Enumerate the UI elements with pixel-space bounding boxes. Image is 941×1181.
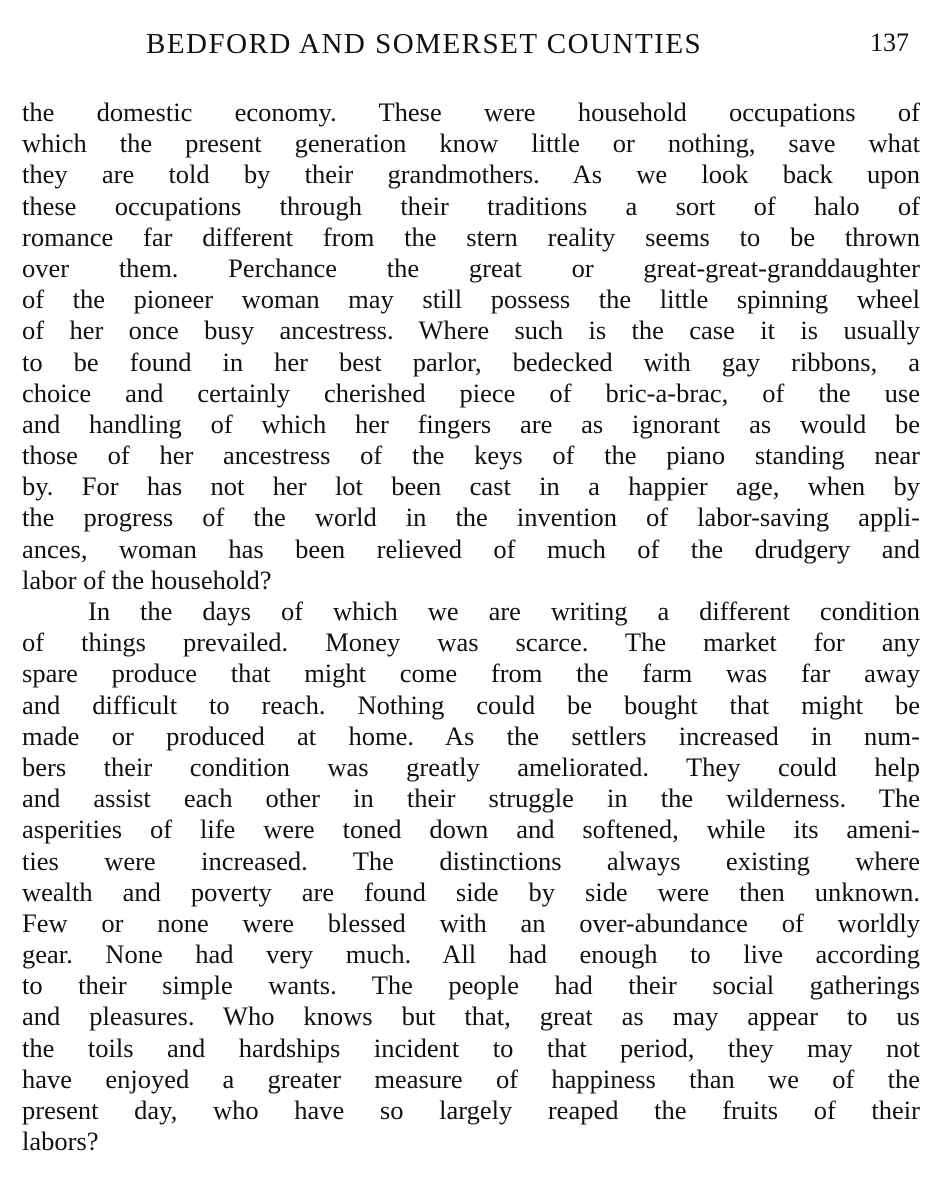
text-line: present day, who have so largely reaped the fruits of their xyxy=(22,1095,920,1125)
text-line: of the pioneer woman may still possess the little spinning wheel xyxy=(22,284,920,315)
text-line: Few or none were blessed with an over-abundance of worldly xyxy=(22,907,920,938)
text-line: over them. Perchance the great or great-great-granddaughter xyxy=(22,252,920,283)
text-line: of things prevailed. Money was scarce. The market for any xyxy=(22,627,920,658)
text-line: and difficult to reach. Nothing could be bought that might be xyxy=(22,689,920,720)
text-line: In the days of which we are writing a different condition xyxy=(88,596,920,626)
text-line: labor of the household? xyxy=(22,564,272,595)
text-line: the progress of the world in the invention of labor-saving appli- xyxy=(22,502,920,533)
text-line: and pleasures. Who knows but that, great as may appear to us xyxy=(22,1001,920,1032)
text-line: spare produce that might come from the farm was far away xyxy=(22,658,920,689)
body-text xyxy=(22,97,920,1157)
text-line: they are told by their grandmothers. As we look back upon xyxy=(22,159,920,190)
text-line: made or produced at home. As the settlers increased in num- xyxy=(22,720,920,751)
text-line: choice and certainly cherished piece of bric-a-brac, of the use xyxy=(22,377,920,408)
text-line: to be found in her best parlor, bedecked with gay ribbons, a xyxy=(22,346,920,377)
text-line: these occupations through their traditions a sort of halo of xyxy=(22,190,920,221)
page-number: 137 xyxy=(870,28,909,57)
text-line: the toils and hardships incident to that period, they may not xyxy=(22,1032,920,1063)
text-line: and handling of which her fingers are as ignorant as would be xyxy=(22,408,920,439)
text-line: asperities of life were toned down and softened, while its ameni- xyxy=(22,814,920,845)
text-line: which the present generation know little or nothing, save what xyxy=(22,128,920,159)
text-line: to their simple wants. The people had their social gatherings xyxy=(22,970,920,1001)
text-line: those of her ancestress of the keys of the piano standing near xyxy=(22,440,920,471)
running-title: BEDFORD AND SOMERSET COUNTIES xyxy=(146,28,703,60)
running-header xyxy=(0,28,941,68)
text-line: of her once busy ancestress. Where such is the case it is usually xyxy=(22,315,920,346)
paragraph xyxy=(22,596,920,1157)
text-line: and assist each other in their struggle in the wilderness. The xyxy=(22,783,920,814)
text-line: romance far different from the stern reality seems to be thrown xyxy=(22,221,920,252)
text-line: gear. None had very much. All had enough to live according xyxy=(22,939,920,970)
text-line: have enjoyed a greater measure of happiness than we of the xyxy=(22,1063,920,1094)
text-line: ances, woman has been relieved of much of the drudgery and xyxy=(22,533,920,564)
text-line: labors? xyxy=(22,1126,99,1157)
text-line: the domestic economy. These were household occupations of xyxy=(22,97,920,127)
text-line: ties were increased. The distinctions always existing where xyxy=(22,845,920,876)
text-line: bers their condition was greatly ameliorated. They could help xyxy=(22,751,920,782)
text-line: by. For has not her lot been cast in a happier age, when by xyxy=(22,471,920,502)
paragraph xyxy=(22,97,920,596)
text-line: wealth and poverty are found side by side were then unknown. xyxy=(22,876,920,907)
